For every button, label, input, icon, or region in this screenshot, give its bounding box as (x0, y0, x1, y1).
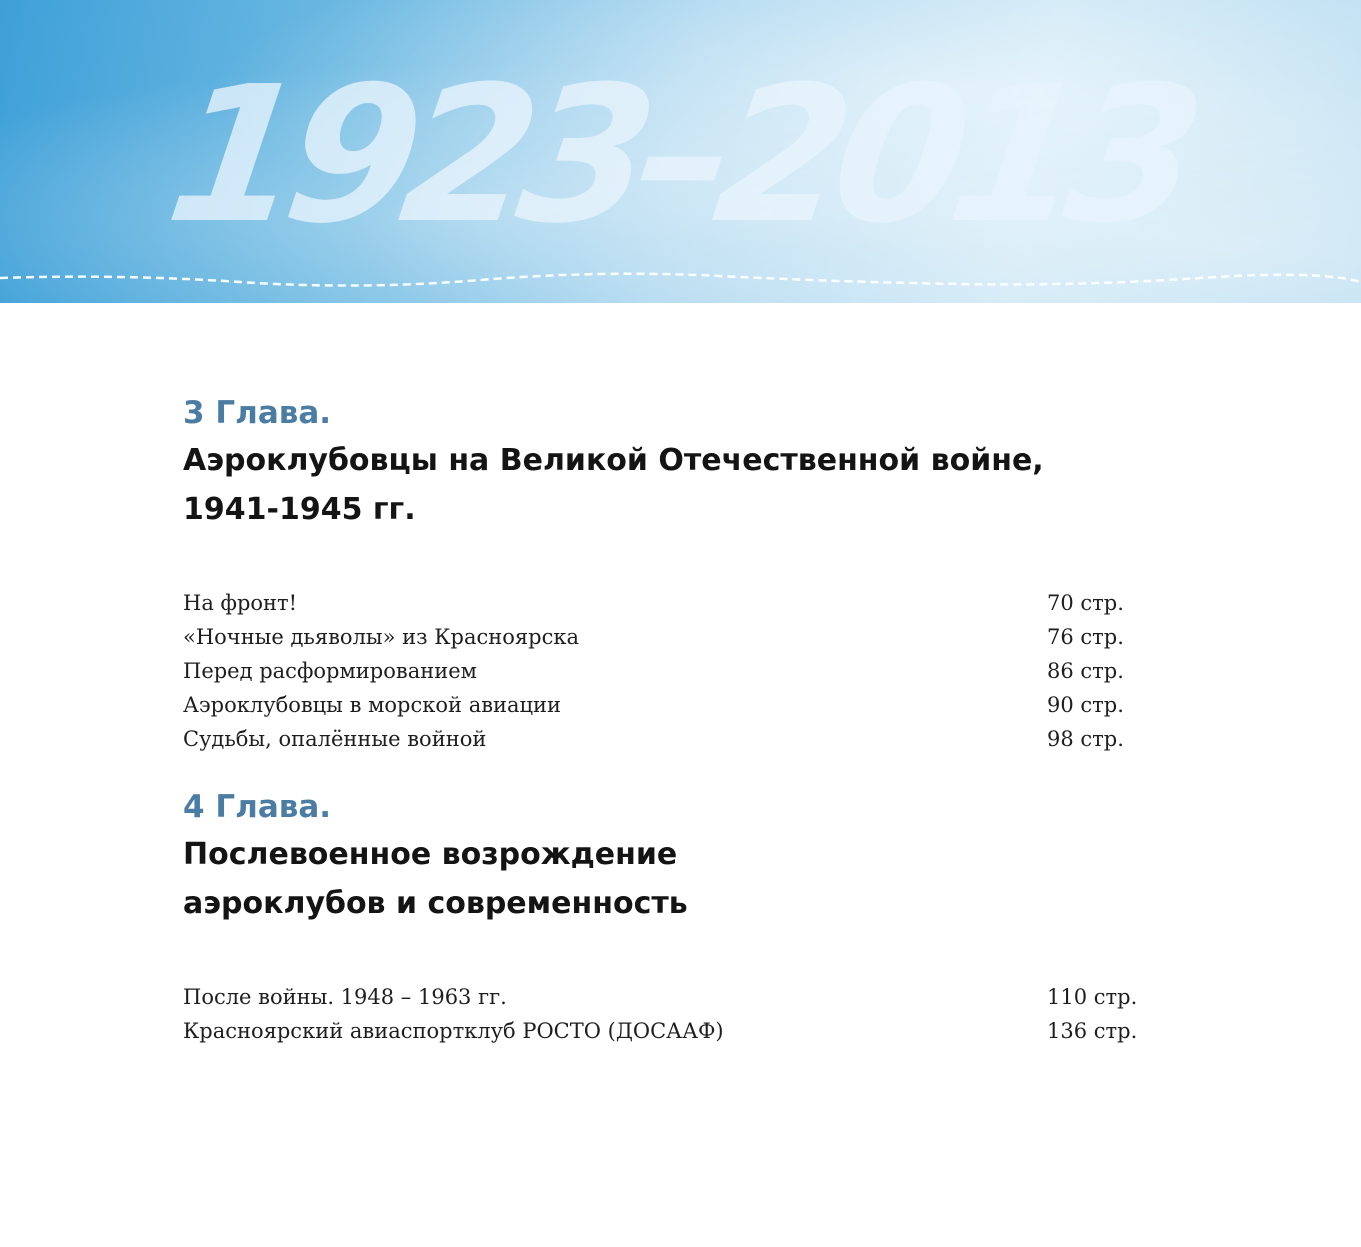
toc-entry-title: Красноярский авиаспортклуб РОСТО (ДОСААФ) (183, 1019, 724, 1043)
header-banner (0, 0, 1361, 303)
toc-entry[interactable] (183, 1014, 1163, 1048)
toc-entry-title: Перед расформированием (183, 659, 477, 683)
toc-entry-title: На фронт! (183, 591, 298, 615)
toc-entry[interactable] (183, 688, 1163, 722)
chapter-label: 4 Глава. (183, 789, 332, 825)
toc-entry-page: 90 стр. (1047, 693, 1124, 717)
toc-entry[interactable] (183, 654, 1163, 688)
toc-entry-title: Аэроклубовцы в морской авиации (183, 693, 562, 717)
toc-list (183, 980, 1163, 1048)
toc-entry[interactable] (183, 722, 1163, 756)
toc-entry-page: 70 стр. (1047, 591, 1124, 615)
toc-entry-title: «Ночные дьяволы» из Красноярска (183, 625, 579, 649)
toc-entry-page: 86 стр. (1047, 659, 1124, 683)
chapter-title-line: аэроклубов и современность (183, 886, 688, 921)
chapter-title (183, 436, 1123, 534)
toc-list (183, 586, 1163, 756)
toc-entry-title: Судьбы, опалённые войной (183, 727, 487, 751)
chapter-title-line: 1941-1945 гг. (183, 492, 416, 527)
chapter-title-line: Послевоенное возрождение (183, 837, 678, 872)
chapter-title (183, 830, 1123, 928)
banner-years: 1923–2013 (156, 46, 1202, 265)
chapter-3-section (183, 390, 1163, 756)
toc-entry-page: 98 стр. (1047, 727, 1124, 751)
toc-entry[interactable] (183, 620, 1163, 654)
toc-entry-page: 110 стр. (1047, 985, 1138, 1009)
toc-entry-title: После войны. 1948 – 1963 гг. (183, 985, 507, 1009)
chapter-label: 3 Глава. (183, 395, 332, 431)
toc-entry[interactable] (183, 586, 1163, 620)
toc-entry[interactable] (183, 980, 1163, 1014)
stitch-line-decoration (0, 270, 1361, 300)
table-of-contents (183, 390, 1163, 1043)
toc-entry-page: 76 стр. (1047, 625, 1124, 649)
toc-entry-page: 136 стр. (1047, 1019, 1138, 1043)
chapter-4-section (183, 784, 1163, 1048)
chapter-title-line: Аэроклубовцы на Великой Отечественной войне, (183, 443, 1044, 478)
